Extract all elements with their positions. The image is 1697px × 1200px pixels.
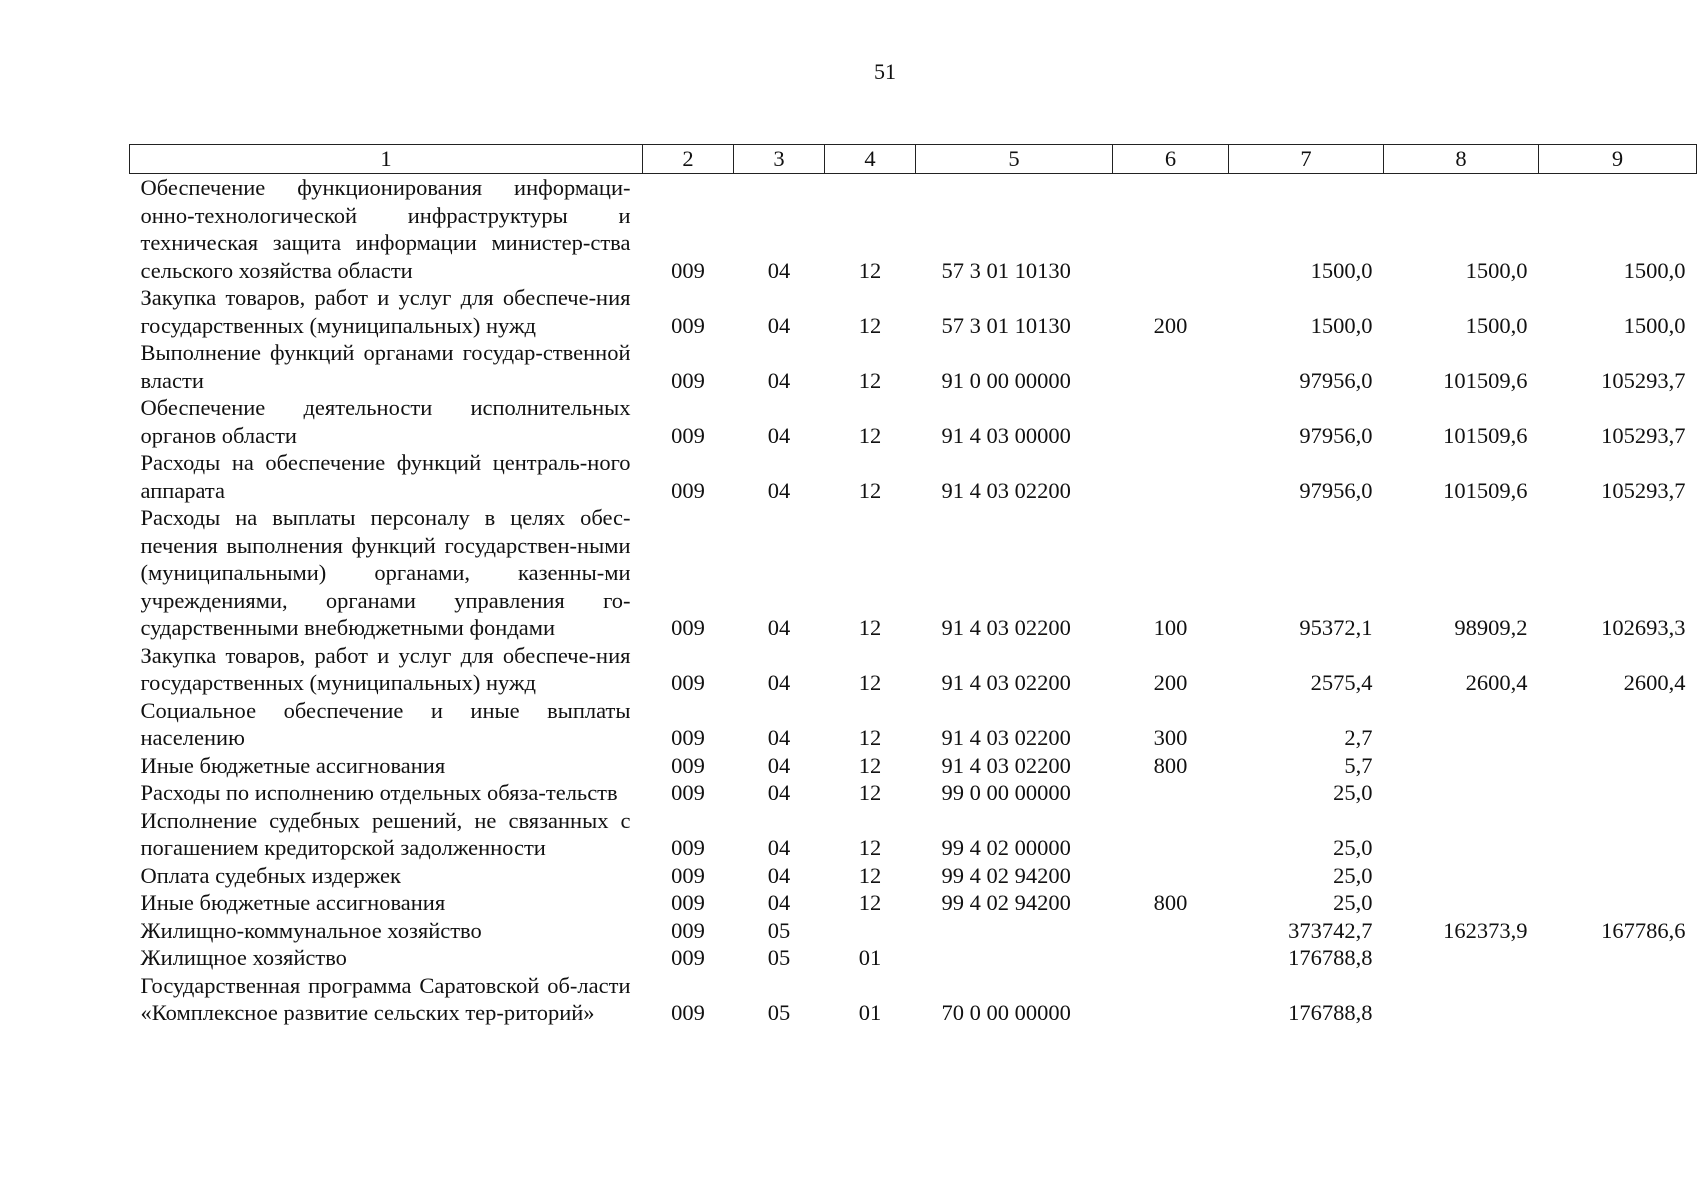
- ministry-code: 009: [671, 615, 705, 640]
- expense-type-code: [1113, 779, 1229, 807]
- expense-name: Жилищное хозяйство: [140, 945, 347, 970]
- target-article-code: 99 0 00 00000: [941, 780, 1071, 805]
- ministry-code: 009: [671, 752, 705, 778]
- target-article-code: 99 4 02 00000: [941, 835, 1071, 860]
- subsection-code: 12: [858, 367, 882, 393]
- column-header: 1: [130, 145, 643, 174]
- column-header: 6: [1113, 145, 1229, 174]
- amount-col8: 2600,4: [1465, 670, 1528, 695]
- budget-table: [129, 144, 1697, 1027]
- amount-col8: 101509,6: [1443, 367, 1528, 393]
- amount-col9: 105293,7: [1601, 477, 1686, 503]
- subsection-code: 12: [858, 477, 882, 503]
- table-row: [130, 697, 1697, 752]
- expense-name: Оплата судебных издержек: [140, 862, 401, 888]
- amount-col7: 25,0: [1333, 890, 1373, 915]
- ministry-code: 009: [671, 477, 705, 503]
- expense-type-code: [1113, 944, 1229, 972]
- table-row: [130, 449, 1697, 504]
- amount-col7: 176788,8: [1288, 1000, 1373, 1025]
- amount-col8: 101509,6: [1443, 422, 1528, 448]
- ministry-code: 009: [671, 1000, 705, 1025]
- target-article-code: [916, 917, 1113, 945]
- amount-col8: [1384, 752, 1539, 780]
- amount-col8: 98909,2: [1454, 615, 1528, 640]
- expense-type-code: [1113, 174, 1229, 285]
- amount-col9: [1539, 862, 1697, 890]
- subsection-code: 12: [858, 780, 882, 805]
- table-row: [130, 284, 1697, 339]
- amount-col8: [1384, 779, 1539, 807]
- expense-name: Выполнение функций органами государ-ственной власти: [140, 340, 631, 393]
- amount-col7: 5,7: [1344, 752, 1373, 778]
- amount-col9: 167786,6: [1601, 917, 1686, 943]
- ministry-code: 009: [671, 422, 705, 448]
- expense-type-code: 100: [1153, 615, 1188, 640]
- section-code: 04: [767, 422, 791, 448]
- column-header: 9: [1539, 145, 1697, 174]
- amount-col8: [1384, 889, 1539, 917]
- amount-col8: 162373,9: [1443, 917, 1528, 943]
- table-row: [130, 917, 1697, 945]
- column-header: 4: [825, 145, 916, 174]
- target-article-code: 57 3 01 10130: [941, 312, 1071, 338]
- expense-name: Иные бюджетные ассигнования: [140, 752, 446, 778]
- expense-name: Расходы на выплаты персоналу в целях обес-печения выполнения функций государствен-ными (муниципальными) органами, казенны-ми учреждениями, органами управления го-сударственными внебюджетными фондами: [140, 505, 631, 640]
- target-article-code: 91 4 03 02200: [941, 670, 1071, 695]
- subsection-code: 01: [858, 945, 882, 970]
- amount-col9: [1539, 889, 1697, 917]
- expense-name: Закупка товаров, работ и услуг для обеспече-ния государственных (муниципальных) нужд: [140, 285, 631, 338]
- section-code: 04: [767, 780, 791, 805]
- subsection-code: 12: [858, 752, 882, 778]
- amount-col9: [1539, 752, 1697, 780]
- target-article-code: 99 4 02 94200: [941, 890, 1071, 915]
- section-code: 05: [767, 917, 791, 943]
- subsection-code: 12: [858, 422, 882, 448]
- expense-type-code: 200: [1153, 312, 1188, 338]
- section-code: 05: [767, 1000, 791, 1025]
- ministry-code: 009: [671, 945, 705, 970]
- amount-col7: 176788,8: [1288, 945, 1373, 970]
- section-code: 04: [767, 890, 791, 915]
- amount-col8: 1500,0: [1465, 312, 1528, 338]
- column-header: 7: [1229, 145, 1384, 174]
- table-row: [130, 339, 1697, 394]
- ministry-code: 009: [671, 670, 705, 695]
- subsection-code: [825, 917, 916, 945]
- column-header: 3: [734, 145, 825, 174]
- section-code: 04: [767, 835, 791, 860]
- section-code: 04: [767, 752, 791, 778]
- section-code: 04: [767, 257, 791, 283]
- amount-col9: 105293,7: [1601, 422, 1686, 448]
- amount-col7: 97956,0: [1299, 422, 1373, 448]
- column-header: 5: [916, 145, 1113, 174]
- expense-name: Закупка товаров, работ и услуг для обеспече-ния государственных (муниципальных) нужд: [140, 642, 631, 695]
- ministry-code: 009: [671, 725, 705, 750]
- subsection-code: 12: [858, 835, 882, 860]
- expense-type-code: [1113, 339, 1229, 394]
- amount-col9: 2600,4: [1623, 670, 1686, 695]
- ministry-code: 009: [671, 917, 705, 943]
- subsection-code: 12: [858, 890, 882, 915]
- amount-col7: 1500,0: [1310, 257, 1373, 283]
- target-article-code: 57 3 01 10130: [941, 257, 1071, 283]
- section-code: 05: [767, 945, 791, 970]
- expense-name: Государственная программа Саратовской об-ласти «Комплексное развитие сельских тер-риторий»: [140, 972, 631, 1025]
- amount-col8: [1384, 972, 1539, 1027]
- amount-col9: [1539, 697, 1697, 752]
- ministry-code: 009: [671, 312, 705, 338]
- ministry-code: 009: [671, 835, 705, 860]
- expense-name: Обеспечение функционирования информаци-онно-технологической инфраструктуры и техническая защита информации министер-ства сельского хозяйства области: [140, 175, 631, 283]
- table-header-row: [130, 145, 1697, 174]
- amount-col8: [1384, 697, 1539, 752]
- subsection-code: 12: [858, 257, 882, 283]
- expense-type-code: [1113, 917, 1229, 945]
- expense-name: Исполнение судебных решений, не связанных с погашением кредиторской задолженности: [140, 807, 631, 860]
- amount-col9: 1500,0: [1623, 257, 1686, 283]
- target-article-code: 91 4 03 02200: [941, 477, 1071, 503]
- subsection-code: 12: [858, 615, 882, 640]
- amount-col8: [1384, 807, 1539, 862]
- amount-col9: [1539, 944, 1697, 972]
- table-row: [130, 174, 1697, 285]
- expense-type-code: 300: [1153, 725, 1188, 750]
- table-row: [130, 944, 1697, 972]
- amount-col7: 25,0: [1333, 862, 1373, 888]
- ministry-code: 009: [671, 257, 705, 283]
- amount-col7: 2575,4: [1310, 670, 1373, 695]
- amount-col7: 25,0: [1333, 780, 1373, 805]
- amount-col7: 97956,0: [1299, 367, 1373, 393]
- expense-name: Социальное обеспечение и иные выплаты населению: [140, 697, 631, 750]
- expense-type-code: [1113, 862, 1229, 890]
- subsection-code: 01: [858, 1000, 882, 1025]
- amount-col9: [1539, 972, 1697, 1027]
- subsection-code: 12: [858, 670, 882, 695]
- amount-col9: [1539, 807, 1697, 862]
- column-header: 2: [643, 145, 734, 174]
- expense-name: Жилищно-коммунальное хозяйство: [140, 917, 482, 943]
- section-code: 04: [767, 477, 791, 503]
- target-article-code: 91 4 03 02200: [941, 725, 1071, 750]
- section-code: 04: [767, 862, 791, 888]
- ministry-code: 009: [671, 862, 705, 888]
- amount-col8: 101509,6: [1443, 477, 1528, 503]
- amount-col7: 95372,1: [1299, 615, 1373, 640]
- expense-type-code: 200: [1153, 670, 1188, 695]
- target-article-code: [916, 944, 1113, 972]
- table-row: [130, 752, 1697, 780]
- table-row: [130, 504, 1697, 642]
- amount-col9: 102693,3: [1601, 615, 1686, 640]
- expense-type-code: [1113, 972, 1229, 1027]
- table-row: [130, 394, 1697, 449]
- section-code: 04: [767, 725, 791, 750]
- column-header: 8: [1384, 145, 1539, 174]
- expense-type-code: [1113, 449, 1229, 504]
- expense-type-code: [1113, 807, 1229, 862]
- ministry-code: 009: [671, 780, 705, 805]
- page-number: 51: [874, 59, 896, 84]
- table-row: [130, 642, 1697, 697]
- expense-name: Расходы по исполнению отдельных обяза-тельств: [140, 780, 618, 805]
- amount-col9: [1539, 779, 1697, 807]
- section-code: 04: [767, 312, 791, 338]
- table-row: [130, 972, 1697, 1027]
- amount-col8: [1384, 862, 1539, 890]
- target-article-code: 91 4 03 02200: [941, 752, 1071, 778]
- target-article-code: 91 4 03 00000: [941, 422, 1071, 448]
- amount-col9: 105293,7: [1601, 367, 1686, 393]
- target-article-code: 91 4 03 02200: [941, 615, 1071, 640]
- amount-col7: 97956,0: [1299, 477, 1373, 503]
- amount-col7: 25,0: [1333, 835, 1373, 860]
- table-row: [130, 779, 1697, 807]
- table-row: [130, 807, 1697, 862]
- subsection-code: 12: [858, 862, 882, 888]
- ministry-code: 009: [671, 367, 705, 393]
- target-article-code: 91 0 00 00000: [941, 367, 1071, 393]
- section-code: 04: [767, 367, 791, 393]
- ministry-code: 009: [671, 890, 705, 915]
- expense-name: Иные бюджетные ассигнования: [140, 890, 446, 915]
- amount-col7: 2,7: [1344, 725, 1373, 750]
- amount-col7: 373742,7: [1288, 917, 1373, 943]
- expense-name: Расходы на обеспечение функций централь-ного аппарата: [140, 450, 631, 503]
- expense-type-code: 800: [1153, 752, 1188, 778]
- target-article-code: 99 4 02 94200: [941, 862, 1071, 888]
- target-article-code: 70 0 00 00000: [941, 1000, 1071, 1025]
- subsection-code: 12: [858, 312, 882, 338]
- table-row: [130, 862, 1697, 890]
- section-code: 04: [767, 615, 791, 640]
- amount-col8: [1384, 944, 1539, 972]
- table-row: [130, 889, 1697, 917]
- expense-type-code: [1113, 394, 1229, 449]
- amount-col7: 1500,0: [1310, 312, 1373, 338]
- section-code: 04: [767, 670, 791, 695]
- expense-name: Обеспечение деятельности исполнительных органов области: [140, 395, 631, 448]
- subsection-code: 12: [858, 725, 882, 750]
- amount-col8: 1500,0: [1465, 257, 1528, 283]
- amount-col9: 1500,0: [1623, 312, 1686, 338]
- expense-type-code: 800: [1153, 890, 1188, 915]
